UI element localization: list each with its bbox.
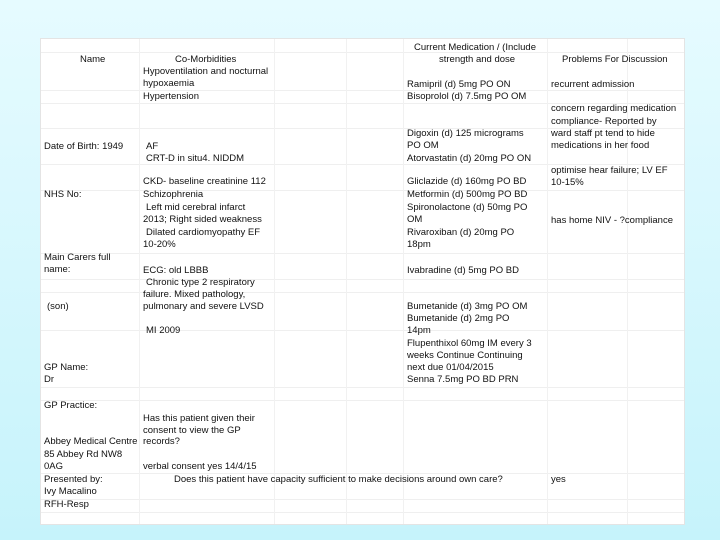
header-medication-line1: Current Medication / (Include bbox=[414, 42, 536, 53]
med-ramipril: Ramipril (d) 5mg PO ON bbox=[407, 79, 511, 90]
problem-compliance-line1: concern regarding medication bbox=[551, 103, 677, 114]
problem-compliance-line4: medications in her food bbox=[551, 140, 650, 151]
med-bumetanide-timing: 14pm bbox=[407, 325, 431, 336]
comorbidity-hypoxaemia: hypoxaemia bbox=[143, 78, 195, 89]
med-flupenthixol-continue: weeks Continue Continuing bbox=[407, 350, 523, 361]
consent-question-line2: consent to view the GP bbox=[143, 425, 241, 436]
problem-niv: has home NIV - ?compliance bbox=[551, 215, 673, 226]
med-senna: Senna 7.5mg PO BD PRN bbox=[407, 374, 519, 385]
med-digoxin: Digoxin (d) 125 micrograms bbox=[407, 128, 524, 139]
med-ivabradine: Ivabradine (d) 5mg PO BD bbox=[407, 265, 519, 276]
comorbidity-hypertension: Hypertension bbox=[143, 91, 199, 102]
consent-question-line1: Has this patient given their bbox=[143, 413, 255, 424]
comorbidity-hypoventilation: Hypoventilation and nocturnal bbox=[143, 66, 269, 77]
comorbidity-ckd: CKD- baseline creatinine 112 bbox=[143, 176, 266, 187]
comorbidity-weakness: 2013; Right sided weakness bbox=[143, 214, 262, 225]
problem-compliance-line3: ward staff pt tend to hide bbox=[551, 128, 655, 139]
practice-address-line1: 85 Abbey Rd NW8 bbox=[44, 449, 123, 460]
comorbidity-mi: MI 2009 bbox=[146, 325, 181, 336]
med-flupenthixol: Flupenthixol 60mg IM every 3 bbox=[407, 338, 532, 349]
header-name: Name bbox=[80, 54, 106, 65]
comorbidity-infarct: Left mid cerebral infarct bbox=[146, 202, 246, 213]
practice-address-line2: 0AG bbox=[44, 461, 64, 472]
problem-compliance-line2: compliance- Reported by bbox=[551, 116, 657, 127]
presented-by-label: Presented by: bbox=[44, 474, 103, 485]
med-rivaroxiban: Rivaroxiban (d) 20mg PO bbox=[407, 227, 515, 238]
comorbidity-crt-d: CRT-D in situ4. NIDDM bbox=[146, 153, 245, 164]
med-spironolactone-timing: OM bbox=[407, 214, 423, 225]
main-carers-label-line2: name: bbox=[44, 264, 71, 275]
med-metformin: Metformin (d) 500mg PO BD bbox=[407, 189, 528, 200]
med-bumetanide-am: Bumetanide (d) 3mg PO OM bbox=[407, 301, 528, 312]
problem-ef: 10-15% bbox=[551, 177, 584, 188]
problem-recurrent-admission: recurrent admission bbox=[551, 79, 635, 90]
comorbidity-schizophrenia: Schizophrenia bbox=[143, 189, 204, 200]
presenter-team: RFH-Resp bbox=[44, 499, 89, 510]
med-rivaroxiban-timing: 18pm bbox=[407, 239, 431, 250]
comorbidity-af: AF bbox=[146, 141, 159, 152]
carer-relationship: (son) bbox=[47, 301, 69, 312]
comorbidity-respiratory-failure: Chronic type 2 respiratory bbox=[146, 277, 255, 288]
gp-name-label: GP Name: bbox=[44, 362, 89, 373]
presenter-name: Ivy Macalino bbox=[44, 486, 97, 497]
gp-practice-label: GP Practice: bbox=[44, 400, 98, 411]
main-carers-label-line1: Main Carers full bbox=[44, 252, 111, 263]
header-medication-line2: strength and dose bbox=[439, 54, 516, 65]
capacity-question: Does this patient have capacity sufficient to make decisions around own care? bbox=[174, 474, 503, 485]
comorbidity-ecg: ECG: old LBBB bbox=[143, 265, 209, 276]
practice-name: Abbey Medical Centre bbox=[44, 436, 138, 447]
med-digoxin-route: PO OM bbox=[407, 140, 439, 151]
med-flupenthixol-next-due: next due 01/04/2015 bbox=[407, 362, 494, 373]
consent-answer: verbal consent yes 14/4/15 bbox=[143, 461, 257, 472]
comorbidity-cardiomyopathy: Dilated cardiomyopathy EF bbox=[146, 227, 261, 238]
comorbidity-lvsd: pulmonary and severe LVSD bbox=[143, 301, 264, 312]
date-of-birth: Date of Birth: 1949 bbox=[44, 141, 124, 152]
med-spironolactone: Spironolactone (d) 50mg PO bbox=[407, 202, 528, 213]
problem-heart-failure: optimise hear failure; LV EF bbox=[551, 165, 668, 176]
comorbidity-mixed-pathology: failure. Mixed pathology, bbox=[143, 289, 246, 300]
clinical-summary-table bbox=[40, 38, 685, 525]
gp-doctor: Dr bbox=[44, 374, 55, 385]
med-gliclazide: Gliclazide (d) 160mg PO BD bbox=[407, 176, 527, 187]
med-bumetanide-pm: Bumetanide (d) 2mg PO bbox=[407, 313, 510, 324]
comorbidity-ef: 10-20% bbox=[143, 239, 176, 250]
header-comorbidities: Co-Morbidities bbox=[175, 54, 237, 65]
nhs-number-label: NHS No: bbox=[44, 189, 82, 200]
consent-question-line3: records? bbox=[143, 436, 180, 447]
header-problems: Problems For Discussion bbox=[562, 54, 668, 65]
capacity-answer: yes bbox=[551, 474, 566, 485]
med-atorvastatin: Atorvastatin (d) 20mg PO ON bbox=[407, 153, 532, 164]
med-bisoprolol: Bisoprolol (d) 7.5mg PO OM bbox=[407, 91, 527, 102]
